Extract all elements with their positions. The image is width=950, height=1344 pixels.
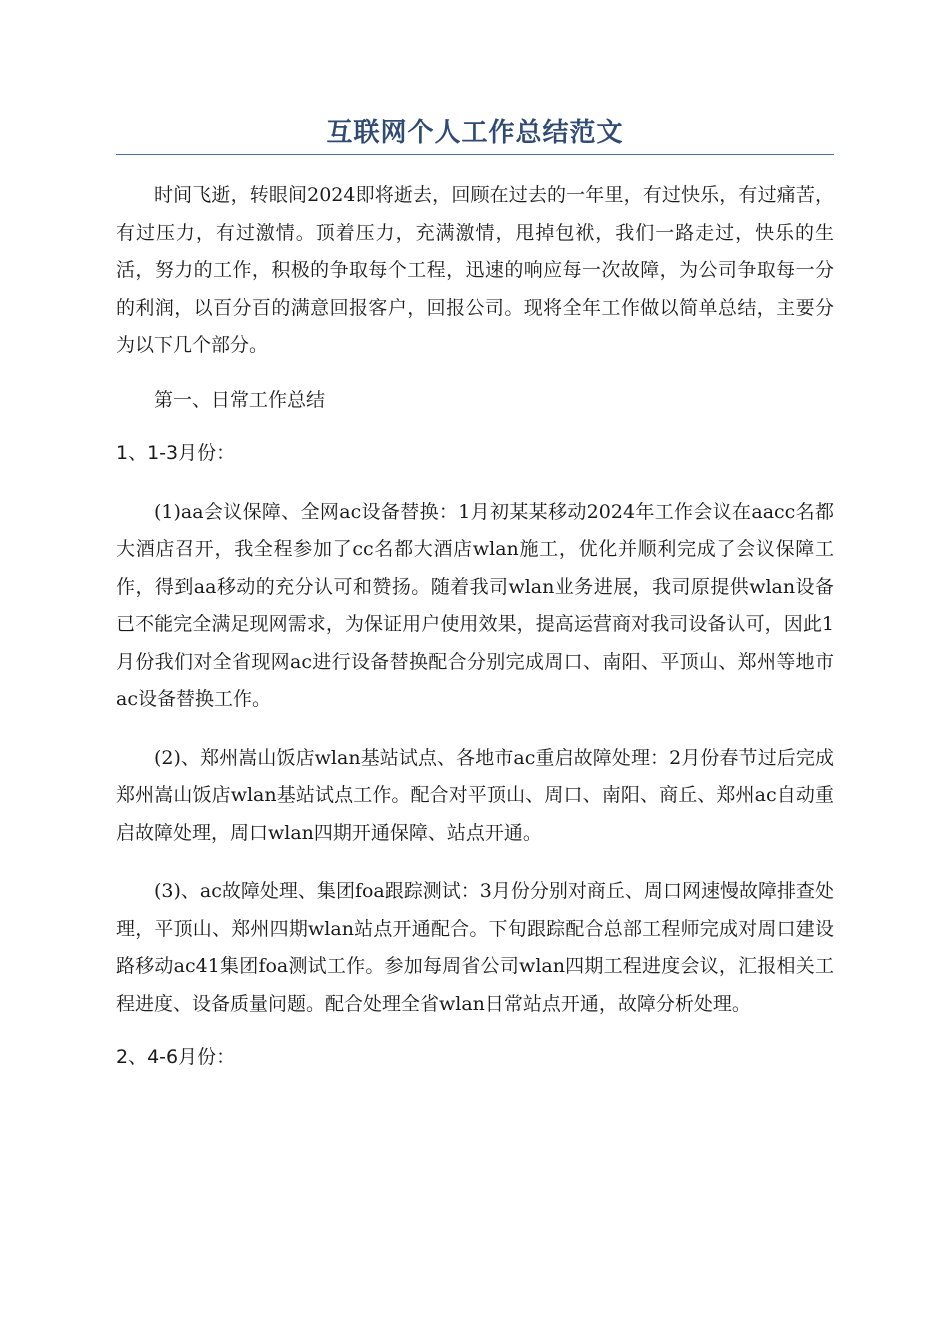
work-item-paragraph-1: (1)aa会议保障、全网ac设备替换：1月初某某移动2024年工作会议在aacc名都大酒店召开，我全程参加了cc名都大酒店wlan施工，优化并顺利完成了会议保障工作，得到aa移动的充分认可和赞扬。随着我司wlan业务进展，我司原提供wlan设备已不能完全满足现网需求，为保证用户使用效果，提高运营商对我司设备认可，因此1月份我们对全省现网ac进行设备替换配合分别完成周口、南阳、平顶山、郑州等地市ac设备替换工作。 [116,500,834,710]
document-title: 互联网个人工作总结范文 [116,114,834,155]
section-heading-daily-work: 第一、日常工作总结 [154,388,326,411]
intro-paragraph: 时间飞逝，转眼间2024即将逝去，回顾在过去的一年里，有过快乐，有过痛苦，有过压力，有过激情。顶着压力，充满激情，甩掉包袱，我们一路走过，快乐的生活，努力的工作，积极的争取每个工程，迅速的响应每一次故障，为公司争取每一分的利润，以百分百的满意回报客户，回报公司。现将全年工作做以简单总结，主要分为以下几个部分。 [116,184,834,356]
work-item-paragraph-2: (2)、郑州嵩山饭店wlan基站试点、各地市ac重启故障处理：2月份春节过后完成郑州嵩山饭店wlan基站试点工作。配合对平顶山、周口、南阳、商丘、郑州ac自动重启故障处理，周口wlan四期开通保障、站点开通。 [116,746,834,844]
work-item-paragraph-3: (3)、ac故障处理、集团foa跟踪测试：3月份分别对商丘、周口网速慢故障排查处理，平顶山、郑州四期wlan站点开通配合。下旬跟踪配合总部工程师完成对周口建设路移动ac41集团foa测试工作。参加每周省公司wlan四期工程进度会议，汇报相关工程进度、设备质量问题。配合处理全省wlan日常站点开通，故障分析处理。 [116,880,834,1015]
period-heading-apr-jun: 2、4-6月份： [116,1046,236,1068]
period-heading-jan-mar: 1、1-3月份： [116,442,236,464]
document-page [116,0,834,1344]
